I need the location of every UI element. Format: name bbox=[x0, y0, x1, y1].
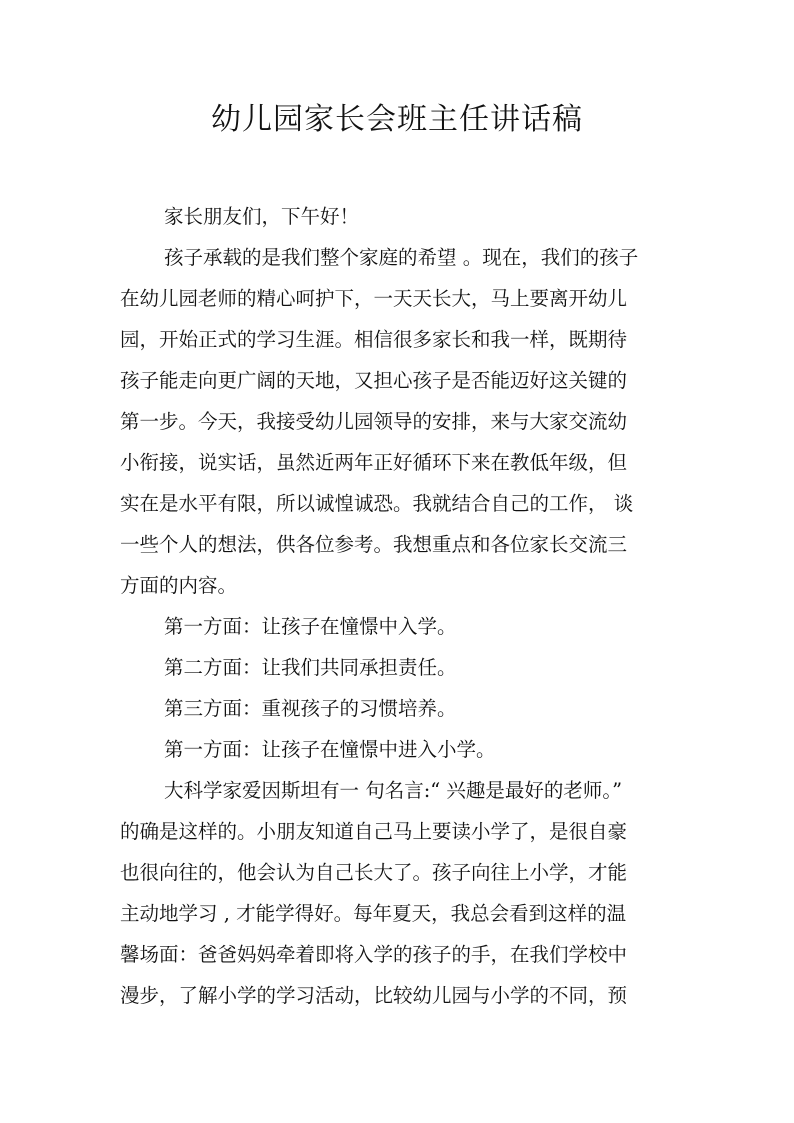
paragraph-line: 孩子能走向更广阔的天地，又担心孩子是否能迈好这关键的 bbox=[120, 369, 628, 392]
paragraph-line: 也很向往的，他会认为自己长大了。孩子向往上小学，才能 bbox=[120, 861, 628, 884]
paragraph-line: 方面的内容。 bbox=[120, 574, 238, 597]
paragraph-line: 孩子承载的是我们整个家庭的希望 。现在，我们的孩子 bbox=[164, 246, 639, 269]
document-title: 幼儿园家长会班主任讲话稿 bbox=[211, 102, 583, 137]
section-heading-repeat: 第一方面：让孩子在憧憬中进入小学。 bbox=[164, 738, 496, 761]
paragraph-line: 一些个人的想法，供各位参考。我想重点和各位家长交流三 bbox=[120, 533, 628, 556]
section-heading-1: 第一方面：让孩子在憧憬中入学。 bbox=[164, 615, 457, 638]
paragraph-line: 实在是水平有限，所以诚惶诚恐。我就结合自己的工作， 谈 bbox=[120, 492, 634, 515]
paragraph-line: 小衔接，说实话，虽然近两年正好循环下来在教低年级，但 bbox=[120, 451, 628, 474]
paragraph-line: 的确是这样的。小朋友知道自己马上要读小学了，是很自豪 bbox=[120, 820, 628, 843]
paragraph-line: 园，开始正式的学习生涯。相信很多家长和我一样，既期待 bbox=[120, 328, 628, 351]
section-heading-2: 第二方面：让我们共同承担责任。 bbox=[164, 656, 457, 679]
paragraph-line: 馨场面：爸爸妈妈牵着即将入学的孩子的手，在我们学校中 bbox=[120, 943, 628, 966]
greeting-line: 家长朋友们，下午好！ bbox=[164, 205, 360, 228]
document-body bbox=[120, 196, 680, 1016]
paragraph-line: 主动地学习 , 才能学得好。每年夏天，我总会看到这样的温 bbox=[120, 902, 627, 925]
section-heading-3: 第三方面：重视孩子的习惯培养。 bbox=[164, 697, 457, 720]
paragraph-line: 第一步。今天，我接受幼儿园领导的安排，来与大家交流幼 bbox=[120, 410, 628, 433]
paragraph-line: 漫步，了解小学的学习活动，比较幼儿园与小学的不同，预 bbox=[120, 984, 628, 1007]
paragraph-line: 在幼儿园老师的精心呵护下，一天天长大，马上要离开幼儿 bbox=[120, 287, 628, 310]
paragraph-line: 大科学家爱因斯坦有一 句名言:“ 兴趣是最好的老师。” bbox=[164, 779, 623, 802]
